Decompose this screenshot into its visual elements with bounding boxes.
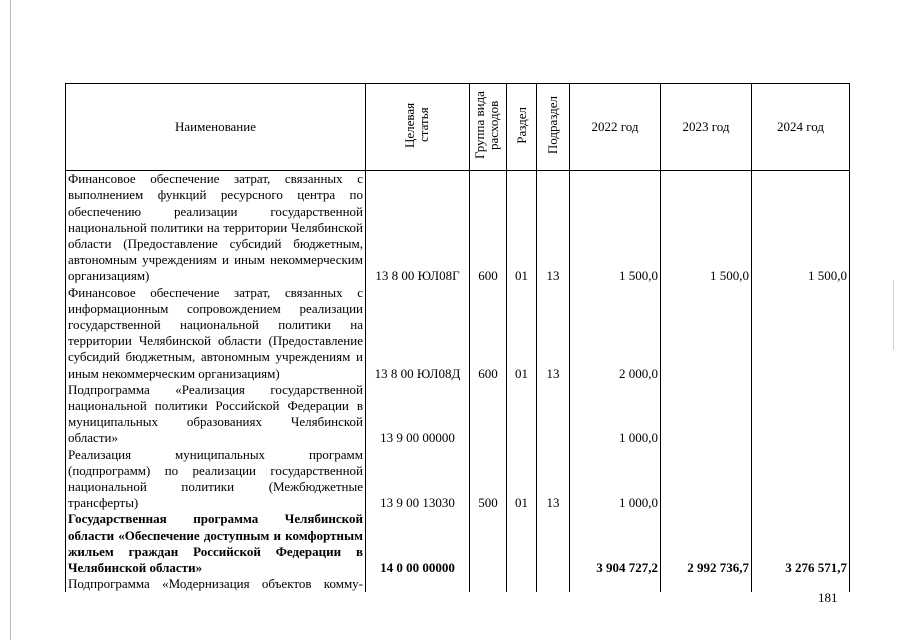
row-name: Финансовое обеспечение затрат, связанных с выполнением функций ресурсного центра по обеспечению реализации государственной национальной политики на территории Челябинской области (Предоставление субсидий бюджетным, автономным учреждениям и иным некоммерческим организациям): [66, 171, 366, 285]
row-2024: 3 276 571,7: [752, 511, 850, 576]
row-2023: [661, 285, 752, 382]
row-group: 600: [470, 285, 507, 382]
row-2022: 3 904 727,2: [570, 511, 661, 576]
row-name: Государственная программа Челябинской области «Обеспечение доступным и комфортным жильем граждан Российской Федерации в Челябинской области»: [66, 511, 366, 576]
table-row: [66, 447, 850, 512]
header-group: Группа вида расходов: [470, 84, 507, 171]
header-2022: 2022 год: [570, 84, 661, 171]
table-row: [66, 382, 850, 447]
row-group: [470, 511, 507, 576]
scan-artifact-line: [893, 280, 894, 350]
header-2023: 2023 год: [661, 84, 752, 171]
row-target: 13 8 00 ЮЛ08Д: [366, 285, 470, 382]
row-subsection: [537, 576, 570, 592]
row-2022: [570, 576, 661, 592]
row-2024: [752, 285, 850, 382]
row-subsection: 13: [537, 285, 570, 382]
row-section: 01: [507, 447, 537, 512]
row-group: 500: [470, 447, 507, 512]
row-2022: 1 000,0: [570, 447, 661, 512]
row-2023: [661, 447, 752, 512]
row-name: Подпрограмма «Реализация государственной национальной политики Российской Федерации в муниципальных образованиях Челябинской области»: [66, 382, 366, 447]
page-number: 181: [818, 590, 838, 605]
row-subsection: [537, 511, 570, 576]
row-name: Подпрограмма «Модернизация объектов комму-: [66, 576, 366, 592]
row-target: [366, 576, 470, 592]
row-target: 14 0 00 00000: [366, 511, 470, 576]
row-name: Реализация муниципальных программ (подпрограмм) по реализации государственной национальной политики (Межбюджетные трансферты): [66, 447, 366, 512]
table-row: [66, 171, 850, 285]
scan-edge-line: [10, 0, 11, 640]
header-name: Наименование: [66, 84, 366, 171]
row-group: [470, 576, 507, 592]
table-row: [66, 576, 850, 592]
header-2024: 2024 год: [752, 84, 850, 171]
row-2023: [661, 576, 752, 592]
header-subsection: Подраздел: [537, 84, 570, 171]
row-target: 13 9 00 00000: [366, 382, 470, 447]
row-name: Финансовое обеспечение затрат, связанных с информационным сопровождением реализации государственной национальной политики на территории Челябинской области (Предоставление субсидий бюджетным, автономным учреждениям и иным некоммерческим организациям): [66, 285, 366, 382]
row-section: 01: [507, 285, 537, 382]
table-row-program: [66, 511, 850, 576]
row-2022: 1 000,0: [570, 382, 661, 447]
row-section: [507, 576, 537, 592]
row-2022: 1 500,0: [570, 171, 661, 285]
row-group: [470, 382, 507, 447]
table-row: [66, 285, 850, 382]
row-target: 13 9 00 13030: [366, 447, 470, 512]
budget-table: [65, 83, 850, 592]
row-subsection: 13: [537, 447, 570, 512]
row-2023: [661, 382, 752, 447]
row-2023: 2 992 736,7: [661, 511, 752, 576]
row-section: [507, 382, 537, 447]
row-section: 01: [507, 171, 537, 285]
row-target: 13 8 00 ЮЛ08Г: [366, 171, 470, 285]
row-group: 600: [470, 171, 507, 285]
header-section: Раздел: [507, 84, 537, 171]
table-header-row: [66, 84, 850, 171]
row-subsection: 13: [537, 171, 570, 285]
row-2022: 2 000,0: [570, 285, 661, 382]
row-2024: [752, 382, 850, 447]
row-2023: 1 500,0: [661, 171, 752, 285]
row-subsection: [537, 382, 570, 447]
header-target: Целевая статья: [366, 84, 470, 171]
row-2024: [752, 447, 850, 512]
row-section: [507, 511, 537, 576]
row-2024: 1 500,0: [752, 171, 850, 285]
